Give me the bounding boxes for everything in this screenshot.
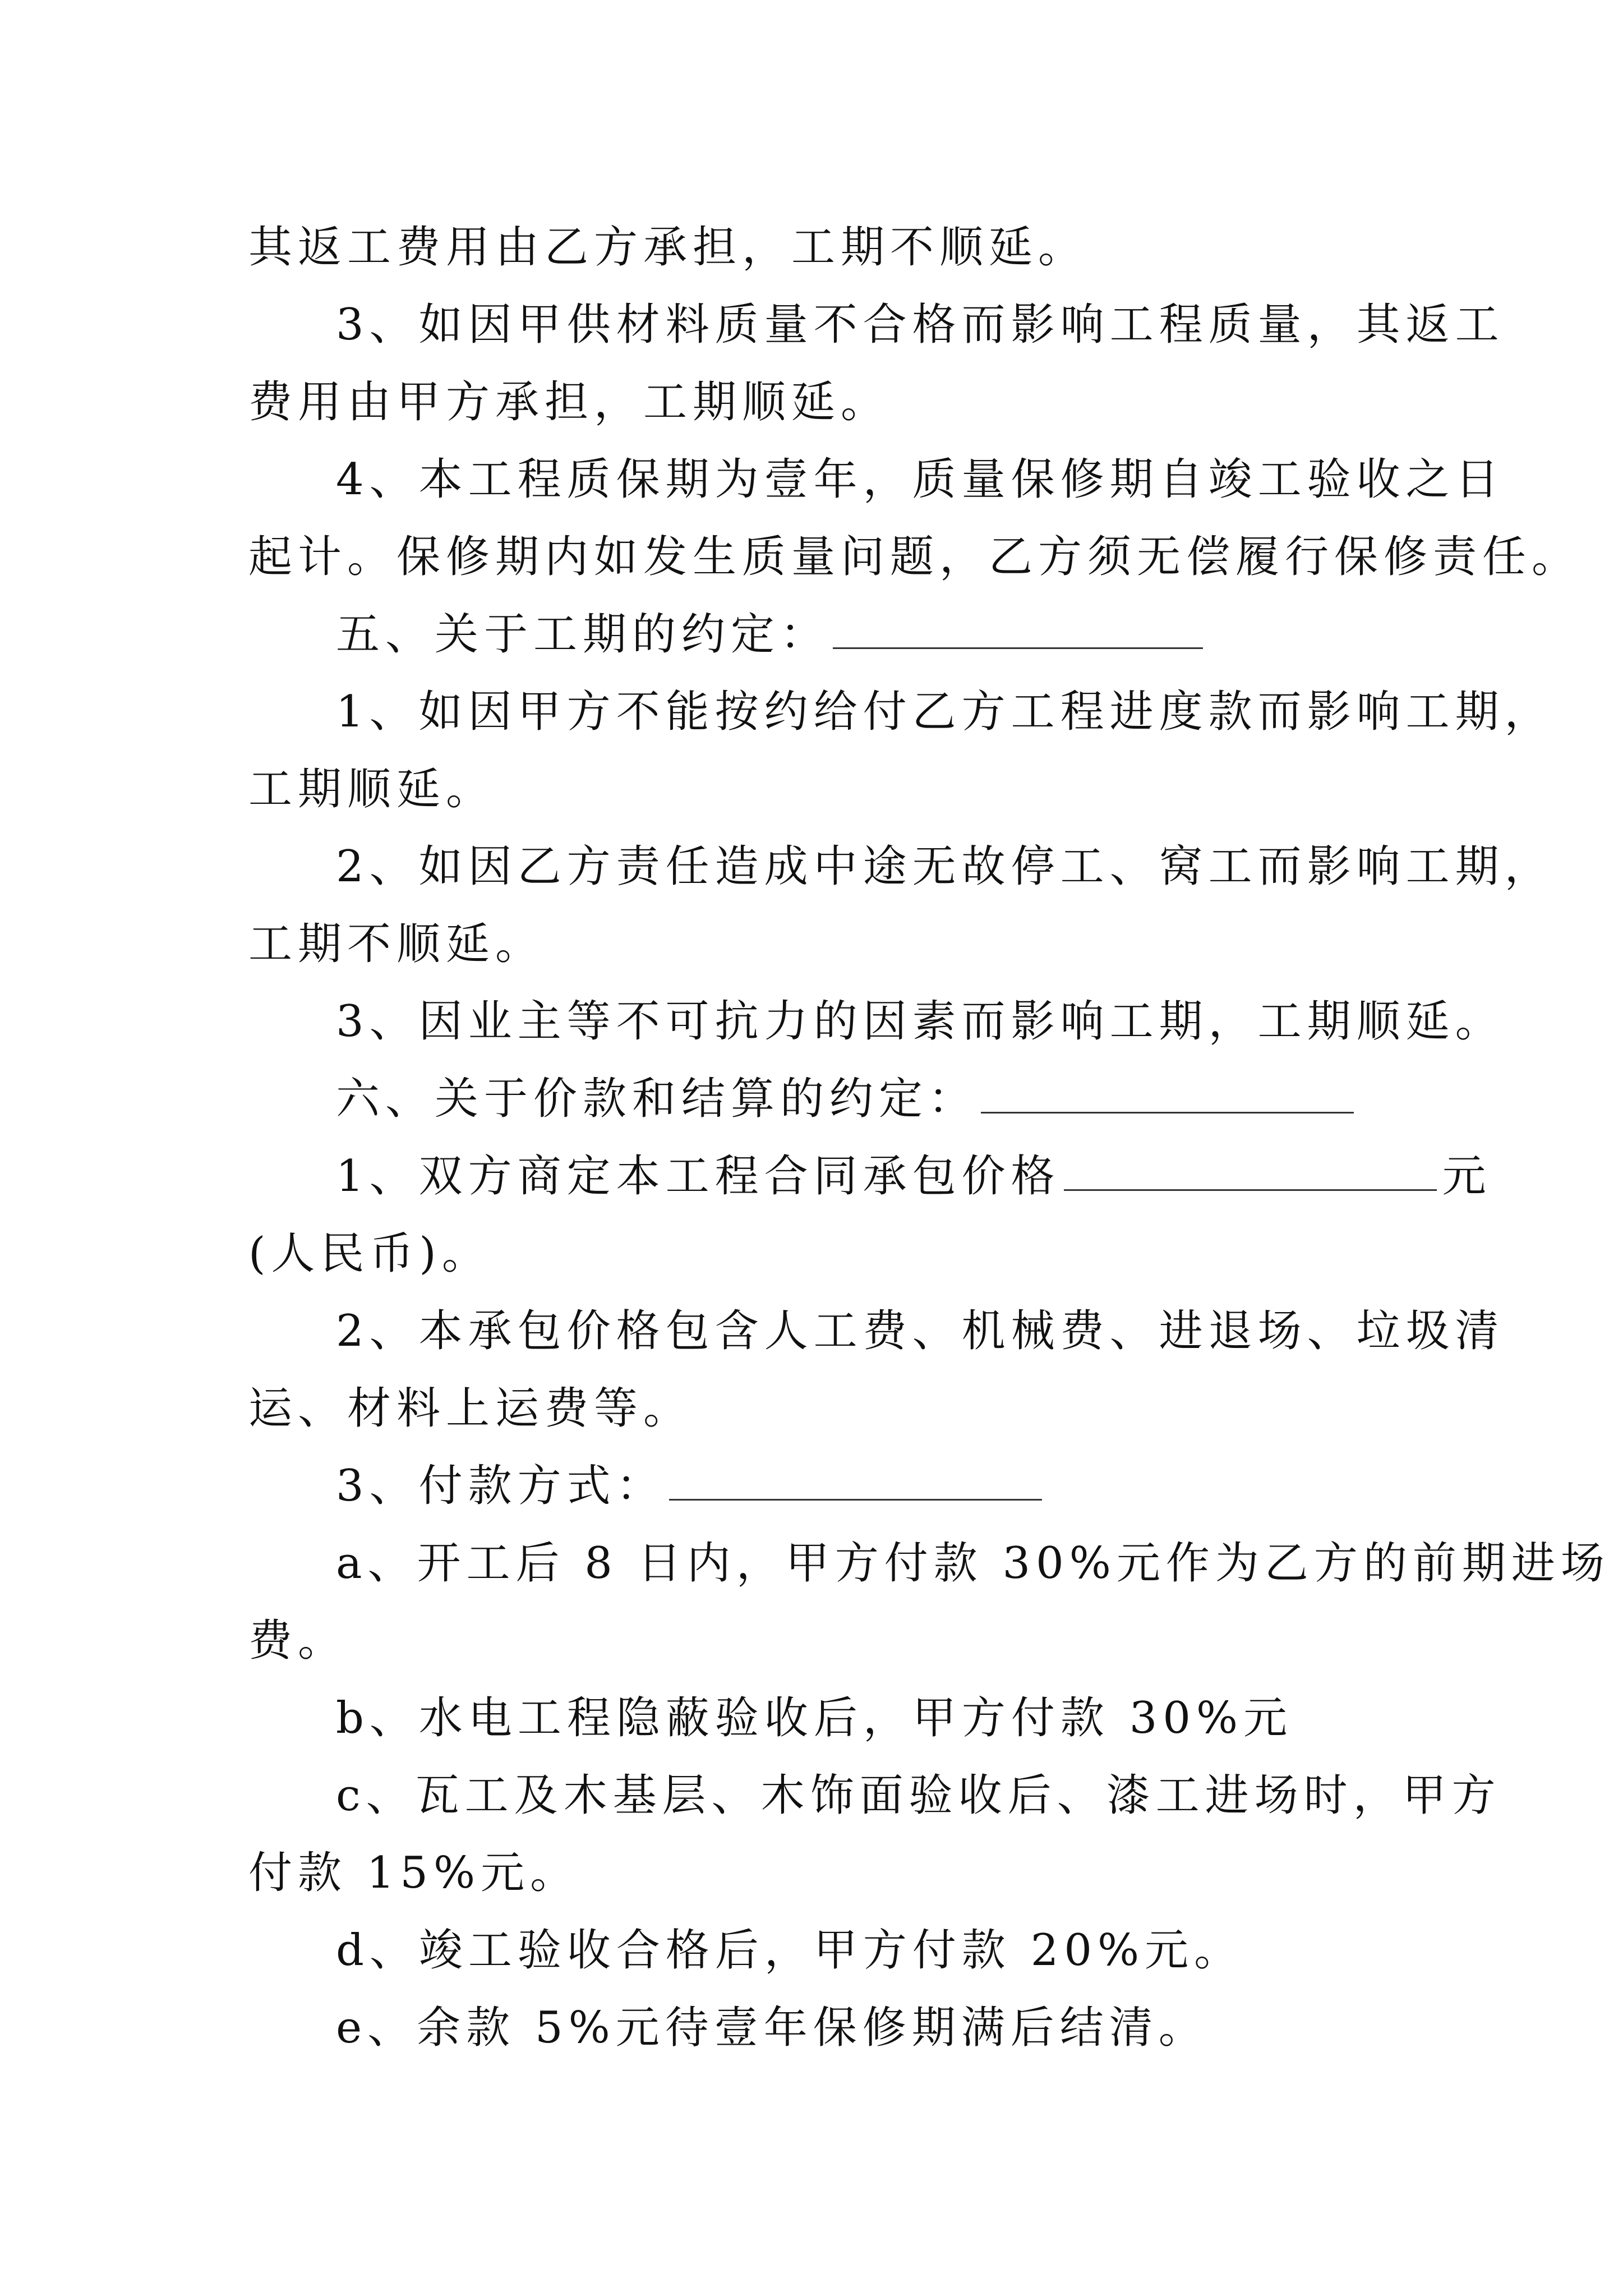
fill-in-blank[interactable]: [669, 1461, 1042, 1501]
payment-item-b: b、水电工程隐蔽验收后，甲方付款 30%元: [336, 1693, 1293, 1743]
contract-price-blank[interactable]: [1064, 1151, 1437, 1191]
section-heading-schedule: [248, 596, 1381, 673]
text-line: 起计。保修期内如发生质量问题，乙方须无偿履行保修责任。: [248, 532, 1581, 582]
contract-price-text: 1、双方商定本工程合同承包价格: [336, 1151, 1061, 1202]
payment-item-d: d、竣工验收合格后，甲方付款 20%元。: [336, 1925, 1244, 1976]
text-line: 2、如因乙方责任造成中途无故停工、窝工而影响工期，: [336, 841, 1554, 892]
text-line: 付款 15%元。: [248, 1848, 580, 1898]
text-line: 费。: [248, 1616, 348, 1666]
text-line: 2、本承包价格包含人工费、机械费、进退场、垃圾清: [336, 1306, 1505, 1356]
text-line: 3、如因甲供材料质量不合格而影响工程质量，其返工: [336, 300, 1505, 350]
text-line: 4、本工程质保期为壹年，质量保修期自竣工验收之日: [336, 454, 1505, 505]
text-line: 工期不顺延。: [248, 919, 545, 969]
currency-unit: 元: [1442, 1151, 1492, 1202]
payment-method-text: 3、付款方式：: [336, 1461, 666, 1511]
text-line: 其返工费用由乙方承担，工期不顺延。: [248, 222, 1088, 273]
payment-item-c: c、瓦工及木基层、木饰面验收后、漆工进场时，甲方: [336, 1770, 1501, 1821]
section-heading-text: 五、关于工期的约定：: [336, 609, 830, 660]
text-line: 1、如因甲方不能按约给付乙方工程进度款而影响工期，: [336, 687, 1554, 737]
document-body: [248, 209, 1610, 2067]
fill-in-blank[interactable]: [981, 1074, 1354, 1114]
payment-item-a: a、开工后 8 日内，甲方付款 30%元作为乙方的前期进场: [336, 1538, 1610, 1589]
text-line: (人民币)。: [248, 1228, 491, 1279]
contract-price-line: [248, 1138, 1492, 1215]
payment-item-e: e、余款 5%元待壹年保修期满后结清。: [336, 2003, 1208, 2053]
text-line: 费用由甲方承担，工期顺延。: [248, 377, 891, 427]
text-line: 工期顺延。: [248, 764, 496, 815]
payment-method-line: [248, 1447, 1381, 1525]
fill-in-blank[interactable]: [833, 609, 1203, 649]
text-line: 3、因业主等不可抗力的因素而影响工期，工期顺延。: [336, 996, 1505, 1047]
text-line: 运、材料上运费等。: [248, 1383, 693, 1434]
section-heading-payment: [248, 1060, 1381, 1138]
section-heading-text: 六、关于价款和结算的约定：: [336, 1074, 978, 1124]
